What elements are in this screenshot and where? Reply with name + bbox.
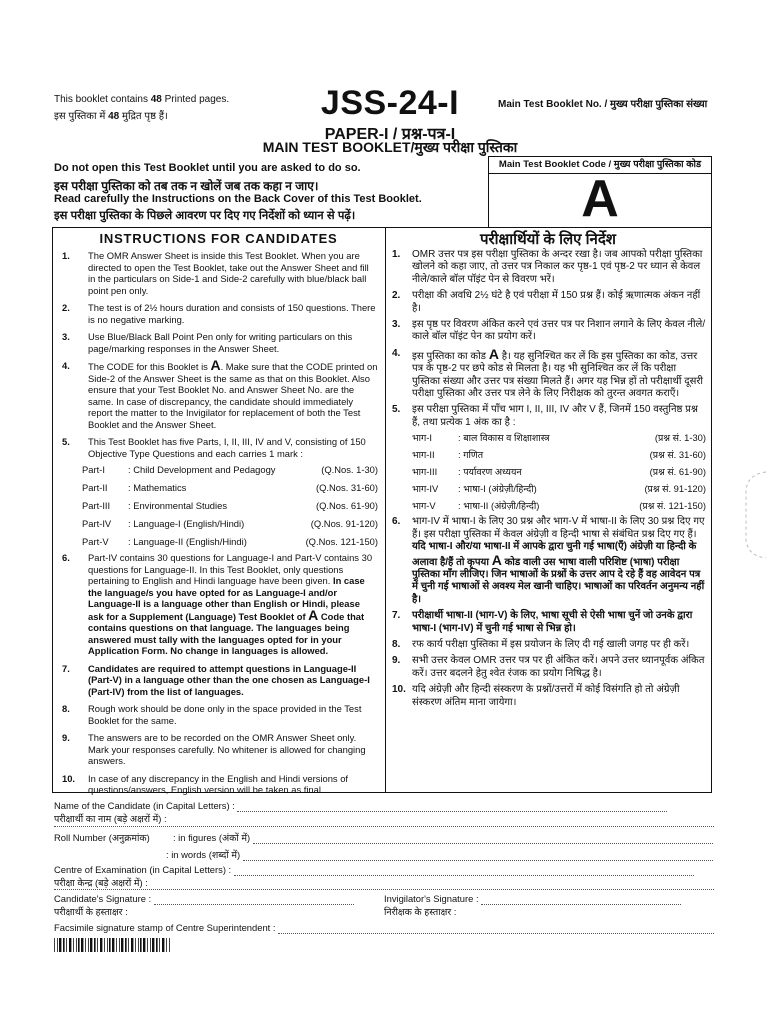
centre-line-2[interactable] xyxy=(54,889,714,890)
barcode-bar xyxy=(169,938,170,952)
part-row: Part-II : Mathematics (Q.Nos. 31-60) xyxy=(82,482,378,493)
roll-figures-line[interactable] xyxy=(253,843,714,844)
invigilator-signature-line[interactable] xyxy=(481,904,681,905)
parts-table-en xyxy=(62,464,378,548)
part-row: Part-I : Child Development and Pedagogy (Q.Nos. 1-30) xyxy=(82,464,378,475)
barcode-bar xyxy=(88,938,89,952)
instruction-hi-2: 2. परीक्षा की अवधि 2½ घंटे है एवं परीक्षा में 150 प्रश्न हैं। कोई ऋणात्मक अंकन नहीं है। xyxy=(392,290,701,314)
instruction-en-9: 9. The answers are to be recorded on the OMR Answer Sheet only. Mark your responses carefully. No whitener is allowed for changing answers. xyxy=(62,732,366,766)
barcode-bar xyxy=(63,938,65,952)
instruction-en-10: 10. In case of any discrepancy in the English and Hindi versions of questions/answers, English version will be taken as final. xyxy=(62,772,349,795)
instruction-en-5: 5. This Test Booklet has five Parts, I, II, III, IV and V, consisting of 150 Objective Type Questions and each carries 1 mark : xyxy=(62,436,366,459)
warning-open-en: Do not open this Test Booklet until you are asked to do so. xyxy=(54,162,361,174)
roll-number-label: Roll Number (अनुक्रमांक) xyxy=(54,832,150,843)
warning-read-en: Read carefully the Instructions on the Back Cover of this Test Booklet. xyxy=(54,193,422,205)
part-row: Part-IV : Language-I (English/Hindi) (Q.Nos. 91-120) xyxy=(82,518,378,529)
part-row: भाग-III : पर्यावरण अध्ययन (प्रश्न सं. 61-90) xyxy=(412,466,706,478)
barcode-bar xyxy=(112,938,114,952)
instruction-hi-8: 8. रफ कार्य परीक्षा पुस्तिका में इस प्रयोजन के लिए दी गई खाली जगह पर ही करें। xyxy=(392,638,690,650)
booklet-code-label: Main Test Booklet Code / मुख्य परीक्षा पुस्तिका कोड xyxy=(489,157,711,174)
barcode-bar xyxy=(73,938,74,952)
candidate-signature-row xyxy=(54,893,379,905)
instructions-hi xyxy=(392,249,706,709)
instruction-hi-7: 7. परीक्षार्थी भाषा-II (भाग-V) के लिए, भाषा सूची से ऐसी भाषा चुनें जो उनके द्वारा भाषा-I (भाग-IV) में चुनी गई भाषा से भिन्न हो। xyxy=(392,610,693,634)
warning-open-hi: इस परीक्षा पुस्तिका को तब तक न खोलें जब तक कहा न जाए। xyxy=(54,179,319,193)
candidate-name-label-hi: परीक्षार्थी का नाम (बड़े अक्षरों में) : xyxy=(54,813,167,824)
edge-cut-marks xyxy=(742,470,768,560)
booklet-code-box xyxy=(488,156,712,228)
part-row: भाग-IV : भाषा-I (अंग्रेज़ी/हिन्दी) (प्रश्न सं. 91-120) xyxy=(412,483,706,495)
pages-count-hi: इस पुस्तिका में 48 मुद्रित पृष्ठ हैं। xyxy=(54,111,168,122)
barcode-bar xyxy=(76,938,77,952)
instruction-en-3: 3. Use Blue/Black Ball Point Pen only for writing particulars on this page/marking responses in the Answer Sheet. xyxy=(62,331,353,354)
instruction-hi-3: 3. इस पृष्ठ पर विवरण अंकित करने एवं उत्तर पत्र पर निशान लगाने के लिए केवल नीले/काले बॉल पॉइंट पेन का प्रयोग करें। xyxy=(392,319,706,343)
roll-words-label: : in words (शब्दों में) xyxy=(166,849,241,860)
instruction-hi-1: 1. OMR उत्तर पत्र इस परीक्षा पुस्तिका के अन्दर रखा है। जब आपको परीक्षा पुस्तिका खोलने को कहा जाए, तो उत्तर पत्र निकाल कर पृष्ठ-1 एवं पृष्ठ-2 पर ध्यान से केवल नीले/काले बॉल पॉइंट पेन से विवरण भरें। xyxy=(392,249,703,285)
facsimile-label: Facsimile signature stamp of Centre Superintendent : xyxy=(54,922,276,933)
warning-read-hi: इस परीक्षा पुस्तिका के पिछले आवरण पर दिए गए निर्देशों को ध्यान से पढ़ें। xyxy=(54,210,356,222)
part-row: Part-V : Language-II (English/Hindi) (Q.Nos. 121-150) xyxy=(82,536,378,547)
barcode-bar xyxy=(69,938,71,952)
barcode-bar xyxy=(59,938,61,952)
booklet-series-title: JSS-24-I xyxy=(320,84,460,122)
barcode-bar xyxy=(78,938,80,952)
barcode-bar xyxy=(147,938,148,952)
barcode-bar xyxy=(100,938,102,952)
barcode-bar xyxy=(94,938,96,952)
centre-row xyxy=(54,864,714,876)
barcode-bar xyxy=(119,938,120,952)
instruction-en-7: 7. Candidates are required to attempt questions in Language-II (Part-V) in a language other than the one chosen as Language-I (Part-IV) from the list of languages. xyxy=(62,662,370,697)
invigilator-signature-label-hi: निरीक्षक के हस्ताक्षर : xyxy=(384,906,457,917)
invigilator-signature-label-en: Invigilator's Signature : xyxy=(384,893,479,904)
code-a-inline: A xyxy=(488,345,499,362)
booklet-number-label: Main Test Booklet No. / मुख्य परीक्षा पुस्तिका संख्या xyxy=(498,99,708,110)
roll-number-row xyxy=(54,832,714,844)
barcode-bar xyxy=(104,938,105,952)
barcode-bar xyxy=(97,938,98,952)
barcode-bar xyxy=(162,938,164,952)
barcode-bar xyxy=(121,938,123,952)
instructions-heading-en: INSTRUCTIONS FOR CANDIDATES xyxy=(99,231,338,246)
pages-count-en: This booklet contains 48 Printed pages. xyxy=(54,94,230,105)
centre-label-hi: परीक्षा केन्द्र (बड़े अक्षरों में) : xyxy=(54,877,148,888)
barcode-bar xyxy=(57,938,58,952)
barcode-bar xyxy=(135,938,136,952)
instruction-en-6: 6. Part-IV contains 30 questions for Language-I and Part-V contains 30 questions for Language-II. In this Test Booklet, only questions pertaining to English and Hindi language have been given. In case the language/s you have opted for as Language-I and/or Language-II is a language other than English or Hindi, please ask for a Supplement (Language) Test Booklet of A Code that contains questions on that language. The languages being answered must tally with the languages opted for in your Application Form. No change in languages is allowed. xyxy=(62,552,373,656)
instructions-en xyxy=(62,250,378,796)
invigilator-signature-row xyxy=(384,893,714,905)
roll-words-line[interactable] xyxy=(243,860,713,861)
booklet-code-letter: A xyxy=(581,170,619,228)
barcode-bar xyxy=(81,938,83,952)
barcode-bar xyxy=(125,938,127,952)
barcode-bar xyxy=(116,938,117,952)
instruction-hi-9: 9. सभी उत्तर केवल OMR उत्तर पत्र पर ही अंकित करें। अपने उत्तर ध्यानपूर्वक अंकित करें। उत्तर बदलने हेतु श्वेत रंजक का प्रयोग निषिद्ध है। xyxy=(392,655,705,679)
part-row: भाग-V : भाषा-II (अंग्रेज़ी/हिन्दी) (प्रश्न सं. 121-150) xyxy=(412,500,706,512)
instruction-en-4: 4. The CODE for this Booklet is A. Make sure that the CODE printed on Side-2 of the Answer Sheet is the same as that on this Booklet. Also ensure that your Test Booklet No. and Answer Sheet No. are the same. In case of discrepancy, the candidate should immediately report the matter to the Invigilator for replacement of both the Test Booklet and the Answer Sheet. xyxy=(62,357,378,430)
barcode-bar xyxy=(54,938,55,952)
facsimile-row xyxy=(54,922,714,934)
parts-table-hi xyxy=(392,432,706,512)
code-a-inline: A xyxy=(308,606,319,623)
candidate-name-line-2[interactable] xyxy=(54,826,714,827)
barcode-bar xyxy=(143,938,145,952)
paper-title: PAPER-I / प्रश्न-पत्र-I xyxy=(324,126,456,143)
code-a-inline: A xyxy=(491,551,502,568)
code-a-inline: A xyxy=(210,357,221,373)
roll-figures-label: : in figures (अंकों में) xyxy=(172,832,251,843)
instruction-hi-10: 10. यदि अंग्रेज़ी और हिन्दी संस्करण के प्रश्नों/उत्तरों में कोई विसंगति हो तो अंग्रेज़ी संस्करण अंतिम माना जायेगा। xyxy=(392,684,680,708)
instructions-heading-hi: परीक्षार्थियों के लिए निर्देश xyxy=(480,231,616,248)
barcode-bar xyxy=(66,938,67,952)
instruction-hi-4: 4. इस पुस्तिका का कोड A है। यह सुनिश्चित कर लें कि इस पुस्तिका का कोड, उत्तर पत्र के पृष्ठ-2 पर छपे कोड से मिलता है। यह भी सुनिश्चित कर लें कि परीक्षा पुस्तिका संख्या और उत्तर पत्र संख्या मिलते हैं। अगर यह भिन्न हों तो परीक्षार्थी दूसरी परीक्षा पुस्तिका और उत्तर पत्र लेने के लिए निरीक्षक को तुरन्त अवगत कराएँ। xyxy=(392,345,704,400)
barcode-bar xyxy=(85,938,86,952)
barcode-bar xyxy=(138,938,139,952)
barcode-bar xyxy=(90,938,92,952)
barcode-bar xyxy=(107,938,108,952)
instruction-hi-5: 5. इस परीक्षा पुस्तिका में पाँच भाग I, II, III, IV और V हैं, जिनमें 150 वस्तुनिष्ठ प्रश्न हैं, तथा प्रत्येक 1 अंक का है : xyxy=(392,404,698,428)
centre-label-en: Centre of Examination (in Capital Letters) : xyxy=(54,864,232,875)
candidate-name-row xyxy=(54,800,714,812)
main-test-booklet-title: MAIN TEST BOOKLET/मुख्य परीक्षा पुस्तिका xyxy=(262,139,518,155)
barcode-bar xyxy=(131,938,133,952)
instruction-hi-6: 6. भाग-IV में भाषा-I के लिए 30 प्रश्न और भाग-V में भाषा-II के लिए 30 प्रश्न दिए गए हैं। इस परीक्षा पुस्तिका में केवल अंग्रेज़ी व हिन्दी भाषा से संबंधित प्रश्न दिए गए हैं। यदि भाषा-I और/या भाषा-II में आपके द्वारा चुनी गई भाषा(एँ) अंग्रेज़ी या हिन्दी के अलावा है/हैं तो कृपया A कोड वाली उस भाषा वाली परिशिष्ट (भाषा) परीक्षा पुस्तिका माँग लीजिए। जिन भाषाओं के प्रश्नों के उत्तर आप दे रहे हैं वह आवेदन पत्र में चुनी गई भाषाओं से अवश्य मेल खानी चाहिए। भाषाओं का परिवर्तन अनुमन्य नहीं है। xyxy=(392,516,705,605)
barcode-bar xyxy=(128,938,129,952)
barcode-bar xyxy=(152,938,154,952)
candidate-signature-line[interactable] xyxy=(154,904,354,905)
instruction-en-1: 1. The OMR Answer Sheet is inside this Test Booklet. When you are directed to open the Test Booklet, take out the Answer Sheet and fill in the particulars on Side-1 and Side-2 carefully with blue/black ball point pen only. xyxy=(62,250,369,296)
candidate-signature-label-hi: परीक्षार्थी के हस्ताक्षर : xyxy=(54,906,128,917)
barcode-bars xyxy=(54,938,170,952)
centre-line[interactable] xyxy=(234,875,694,876)
instruction-en-2: 2. The test is of 2½ hours duration and consists of 150 questions. There is no negative marking. xyxy=(62,302,376,325)
barcode-bar xyxy=(166,938,167,952)
barcode-bar xyxy=(159,938,160,952)
facsimile-line[interactable] xyxy=(278,933,714,934)
candidate-signature-label-en: Candidate's Signature : xyxy=(54,893,152,904)
part-row: Part-III : Environmental Studies (Q.Nos. 61-90) xyxy=(82,500,378,511)
candidate-name-line[interactable] xyxy=(237,811,667,812)
barcode-graphic xyxy=(54,938,172,952)
part-row: भाग-II : गणित (प्रश्न सं. 31-60) xyxy=(412,449,706,461)
barcode-bar xyxy=(150,938,151,952)
part-row: भाग-I : बाल विकास व शिक्षाशास्त्र (प्रश्न सं. 1-30) xyxy=(412,432,706,444)
roll-words-row xyxy=(166,849,714,861)
barcode-bar xyxy=(140,938,142,952)
candidate-name-label-en: Name of the Candidate (in Capital Letters) : xyxy=(54,800,235,811)
barcode-bar xyxy=(109,938,111,952)
barcode-bar xyxy=(156,938,158,952)
instruction-en-8: 8. Rough work should be done only in the space provided in the Test Booklet for the same. xyxy=(62,703,362,726)
column-divider xyxy=(385,227,386,792)
